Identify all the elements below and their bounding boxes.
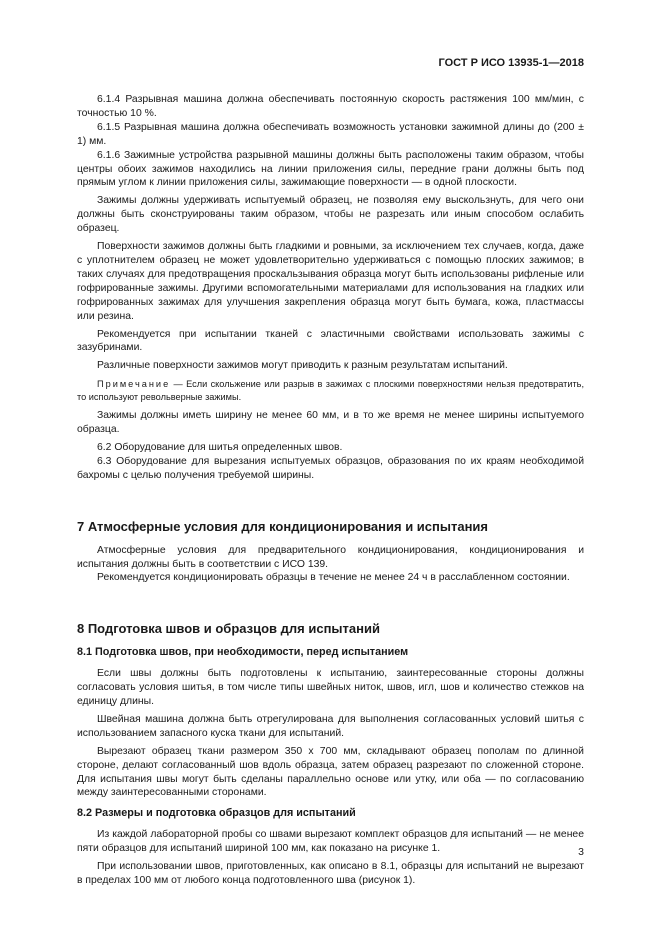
paragraph-8-1-c: Вырезают образец ткани размером 350 х 700 мм, складывают образец пополам по длинной стороне, делают согласованный шов вдоль образца, затем образец разрезают по сложенной стороне. Для испытания швы могут быть сделаны параллельно основе или утку, или оба — по согласованию между заинтересованными сторонами.: [77, 745, 584, 799]
note: [77, 378, 584, 403]
page-number: 3: [578, 846, 584, 858]
note-label: Примечание: [97, 379, 171, 390]
paragraph-6-3: 6.3 Оборудование для вырезания испытуемых образцов, образования по их краям необходимой бахромы с целью получения требуемой ширины.: [77, 455, 584, 481]
section-8-heading: 8 Подготовка швов и образцов для испытаний: [77, 621, 380, 637]
paragraph-6-2: 6.2 Оборудование для шитья определенных швов.: [97, 442, 343, 454]
paragraph-8-2-a: Из каждой лабораторной пробы со швами вырезают комплект образцов для испытаний — не менее пяти образцов для испытаний шириной 100 мм, как показано на рисунке 1.: [77, 829, 584, 855]
paragraph-6-1-6: 6.1.6 Зажимные устройства разрывной машины должны быть расположены таким образом, чтобы центры обоих зажимов находились на линии приложения силы, передние грани должны быть под прямым углом к линии приложения силы, зажимающие поверхности — в одной плоскости.: [77, 149, 584, 189]
paragraph-8-1-a: Если швы должны быть подготовлены к испытанию, заинтересованные стороны должны согласовать условия шитья, в том числе типы швейных ниток, швов, игл, шов и количество стежков на единицу длины.: [77, 668, 584, 707]
paragraph-7-conditions: Атмосферные условия для предварительного кондиционирования, кондиционирования и испытания должны быть в соответствии с ИСО 139.: [77, 544, 584, 570]
paragraph-6-1-5: 6.1.5 Разрывная машина должна обеспечивать возможность установки зажимной длины до (200 ± 1) мм.: [77, 121, 584, 147]
page-content: [77, 93, 584, 888]
paragraph-different-surfaces: Различные поверхности зажимов могут приводить к разным результатам испытаний.: [97, 360, 508, 372]
note-text: — Если скольжение или разрыв в зажимах с плоскими поверхностями нельзя предотвратить, то используют револьверные зажимы.: [77, 379, 584, 402]
paragraph-7-recommend: Рекомендуется кондиционировать образцы в течение не менее 24 ч в расслабленном состоянии.: [97, 572, 570, 584]
paragraph-clamps-hold: Зажимы должны удерживать испытуемый образец, не позволяя ему выскользнуть, для чего они должны быть сконструированы таким образом, чтобы не разрезать или иным способом ослабить образец.: [77, 195, 584, 235]
paragraph-clamp-width: Зажимы должны иметь ширину не менее 60 мм, и в то же время не менее ширины испытуемого образца.: [77, 410, 584, 436]
paragraph-8-2-b: При использовании швов, приготовленных, как описано в 8.1, образцы для испытаний не вырезают в пределах 100 мм от любого конца подготовленного шва (рисунок 1).: [77, 861, 584, 886]
section-7-heading: 7 Атмосферные условия для кондиционирования и испытания: [77, 518, 489, 534]
paragraph-8-1-b: Швейная машина должна быть отрегулирована для выполнения согласованных условий шитья с использованием запасного куска ткани для испытаний.: [77, 713, 584, 739]
document-header: ГОСТ Р ИСО 13935-1—2018: [438, 57, 584, 69]
paragraph-elastic-fabrics: Рекомендуется при испытании тканей с эластичными свойствами использовать зажимы с зазубринами.: [77, 328, 584, 354]
subsection-8-1-heading: 8.1 Подготовка швов, при необходимости, перед испытанием: [77, 646, 409, 659]
subsection-8-2-heading: 8.2 Размеры и подготовка образцов для испытаний: [77, 807, 356, 820]
paragraph-6-1-4: 6.1.4 Разрывная машина должна обеспечивать постоянную скорость растяжения 100 мм/мин, с точностью 10 %.: [77, 94, 584, 119]
paragraph-clamp-surfaces: Поверхности зажимов должны быть гладкими и ровными, за исключением тех случаев, когда, даже с уплотнителем образец не может удовлетворительно удерживаться с помощью плоских зажимов; в таких случаях для предотвращения проскальзывания образца могут быть использованы рифленые или гофрированные зажимы. Другими вспомогательными материалами для использования на гладких или гофрированных зажимах для улучшения закрепления образца могут быть бумага, кожа, пластмассы или резина.: [77, 241, 584, 322]
